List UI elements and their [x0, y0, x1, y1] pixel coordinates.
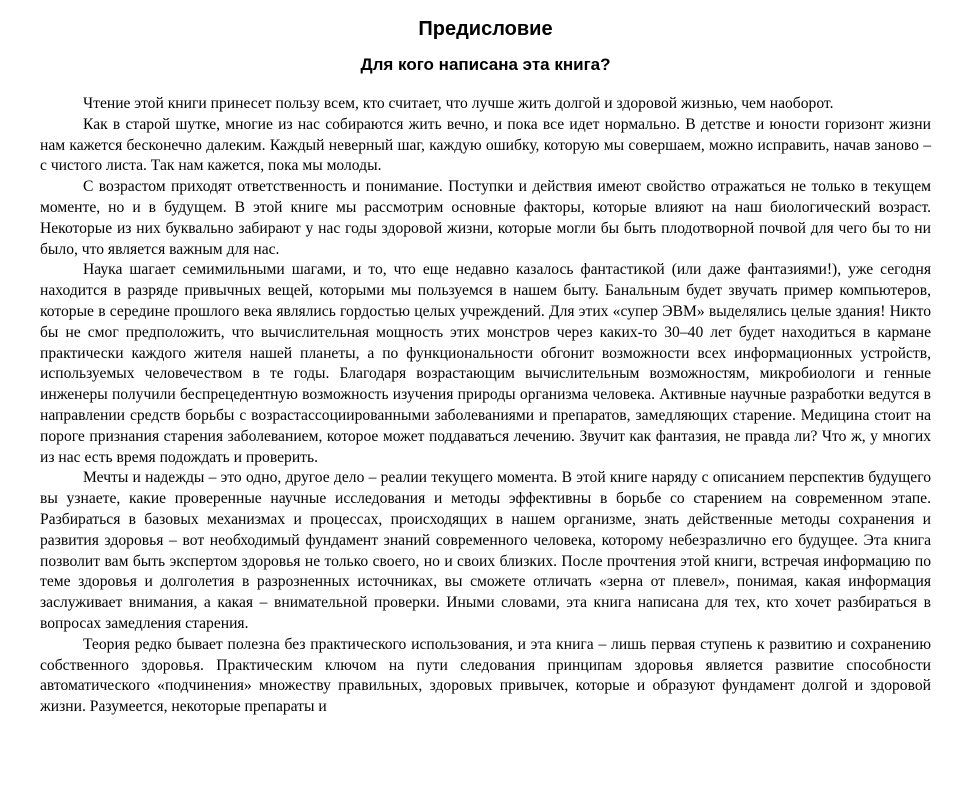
paragraph-6: Теория редко бывает полезна без практического использования, и эта книга – лишь первая ступень к развитию и сохранению собственного здоровья. Практическим ключом на пути следования принципам здоровья является развитие способности автоматического «подчинения» множеству правильных, здоровых привычек, которые и образуют фундамент долгой и здоровой жизни. Разумеется, некоторые препараты и: [40, 635, 931, 716]
paragraph-5: Мечты и надежды – это одно, другое дело – реалии текущего момента. В этой книге наряду с описанием перспектив будущего вы узнаете, какие проверенные научные исследования и методы эффективны в борьбе со старением на современном этапе. Разбираться в базовых механизмах и процессах, происходящих в нашем организме, знать действенные методы сохранения и развития здоровья – вот необходимый фундамент знаний современного человека, которому небезразлично его будущее. Эта книга позволит вам быть экспертом здоровья не только своего, но и своих близких. После прочтения этой книги, встречая информацию по теме здоровья и долголетия в разрозненных источниках, вы сможете отличать «зерна от плевел», понимая, какая информация заслуживает внимания, а какая – внимательной проверки. Иными словами, эта книга написана для тех, кто хочет разбираться в вопросах замедления старения.: [40, 469, 931, 632]
paragraph-3: С возрастом приходят ответственность и понимание. Поступки и действия имеют свойство отражаться не только в текущем моменте, но и в будущем. В этой книге мы рассмотрим основные факторы, которые влияют на наш биологический возраст. Некоторые из них буквально забирают у нас годы здоровой жизни, которые могли бы быть плодотворной почвой для чего бы то ни было, что является важным для нас.: [40, 178, 931, 258]
document-page: [40, 16, 931, 718]
paragraph-1: Чтение этой книги принесет пользу всем, кто считает, что лучше жить долгой и здоровой жизнью, чем наоборот.: [83, 95, 834, 112]
paragraph-2: Как в старой шутке, многие из нас собираются жить вечно, и пока все идет нормально. В детстве и юности горизонт жизни нам кажется бесконечно далеким. Каждый неверный шаг, каждую ошибку, которую мы совершаем, можно исправить, начав заново – с чистого листа. Так нам кажется, пока мы молоды.: [40, 115, 931, 175]
paragraph-4: Наука шагает семимильными шагами, и то, что еще недавно казалось фантастикой (или даже фантазиями!), уже сегодня находится в разряде привычных вещей, которыми мы пользуемся в нашем быту. Банальным будет звучать пример компьютеров, которые в середине прошлого века являлись гордостью целых учреждений. Для этих «супер ЭВМ» выделялись целые здания! Никто бы не смог предположить, что вычислительная мощность этих монстров через каких-то 30–40 лет будет находиться в кармане практически каждого жителя нашей планеты, а по функциональности обгонит возможности всех информационных устройств, используемых человечеством в те годы. Благодаря возрастающим вычислительным возможностям, микробиологи и генные инженеры получили беспрецедентную возможность изучения природы организма человека. Активные научные разработки ведутся в направлении средств борьбы с возрастассоциированными заболеваниями и препаратов, замедляющих старение. Медицина стоит на пороге признания старения заболеванием, которое может поддаваться лечению. Звучит как фантазия, не правда ли? Что ж, у многих из нас есть время подождать и проверить.: [40, 261, 931, 466]
page-title: Предисловие: [418, 18, 553, 40]
section-subtitle: Для кого написана эта книга?: [360, 55, 611, 74]
body-text: [40, 94, 931, 718]
